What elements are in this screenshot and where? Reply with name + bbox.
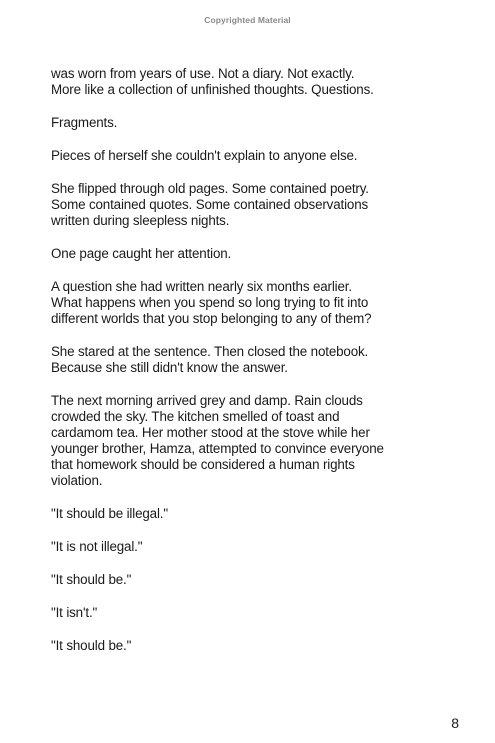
paragraph: A question she had written nearly six months earlier. What happens when you spend so long trying to fit into different worlds that you stop belonging to any of them? <box>51 279 372 326</box>
dialogue-line: "It should be." <box>51 638 132 653</box>
paragraph: Fragments. <box>51 115 118 130</box>
paragraph: She flipped through old pages. Some contained poetry. Some contained quotes. Some contained observations written during sleepless nights. <box>51 181 369 228</box>
body-text <box>51 66 471 671</box>
page-number: 8 <box>451 715 459 731</box>
paragraph: The next morning arrived grey and damp. Rain clouds crowded the sky. The kitchen smelled of toast and cardamom tea. Her mother stood at the stove while her younger brother, Hamza, attempted to convince everyone that homework should be considered a human rights violation. <box>51 393 384 488</box>
dialogue-line: "It is not illegal." <box>51 539 143 554</box>
paragraph: One page caught her attention. <box>51 246 232 261</box>
paragraph: She stared at the sentence. Then closed the notebook. Because she still didn't know the answer. <box>51 344 369 375</box>
paragraph: was worn from years of use. Not a diary. Not exactly. More like a collection of unfinished thoughts. Questions. <box>51 66 374 97</box>
dialogue-line: "It isn't." <box>51 605 98 620</box>
copyright-header: Copyrighted Material <box>204 15 291 25</box>
paragraph: Pieces of herself she couldn't explain to anyone else. <box>51 148 358 163</box>
dialogue-line: "It should be illegal." <box>51 506 168 521</box>
dialogue-line: "It should be." <box>51 572 132 587</box>
